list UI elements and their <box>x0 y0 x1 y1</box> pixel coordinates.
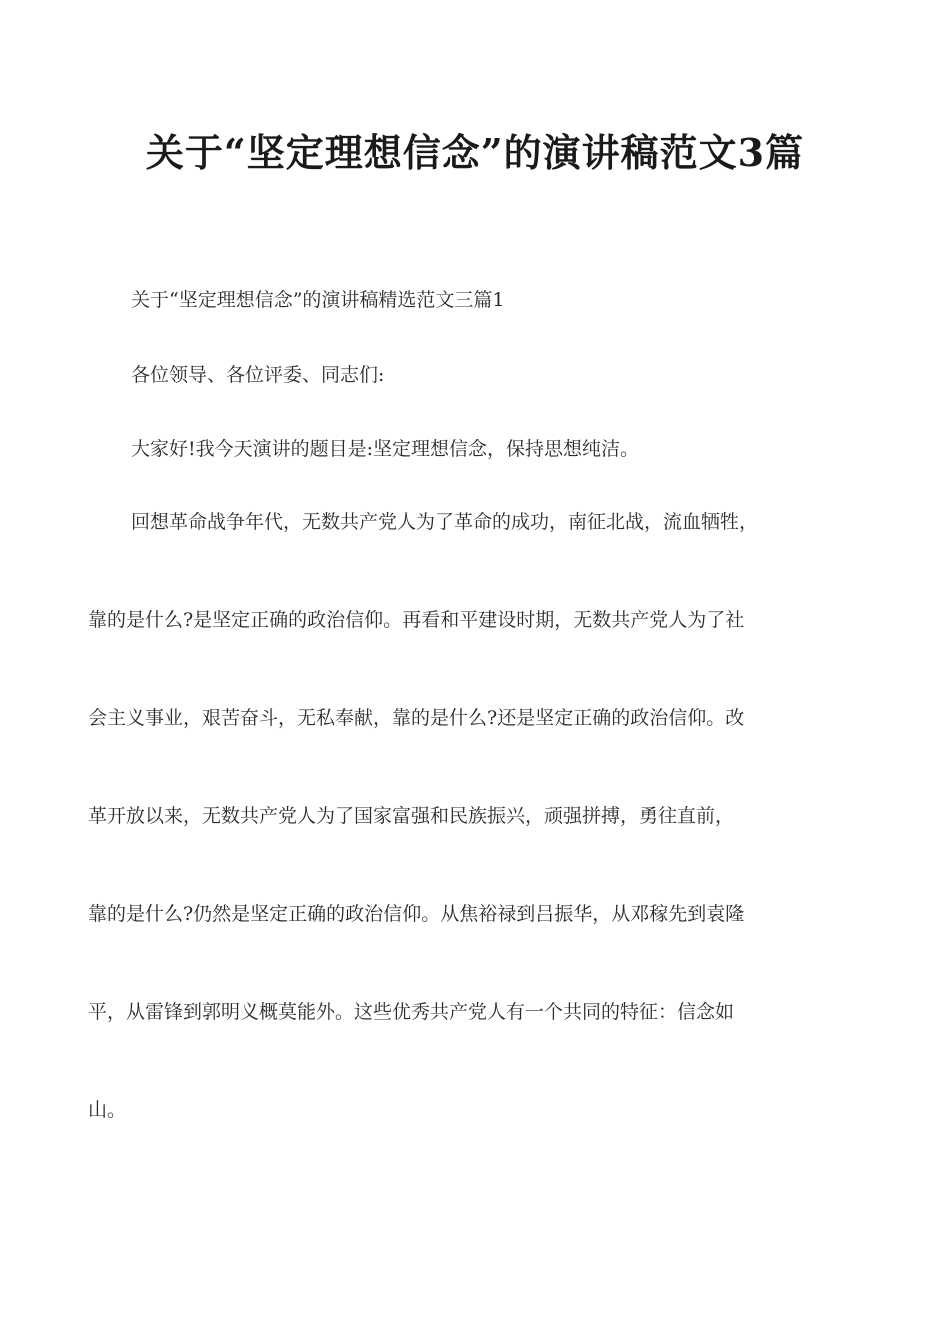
document-title: 关于“坚定理想信念”的演讲稿范文3篇 <box>145 130 805 175</box>
body-line: 山。 <box>88 1099 127 1121</box>
greeting-line: 大家好!我今天演讲的题目是:坚定理想信念，保持思想纯洁。 <box>131 438 640 460</box>
body-line: 回想革命战争年代，无数共产党人为了革命的成功，南征北战，流血牺牲， <box>131 511 759 533</box>
body-line: 革开放以来，无数共产党人为了国家富强和民族振兴，顽强拼搏，勇往直前， <box>88 805 735 827</box>
body-paragraph <box>88 510 868 1196</box>
section-heading: 关于“坚定理想信念”的演讲稿精选范文三篇1 <box>131 289 505 311</box>
body-line: 平，从雷锋到郭明义概莫能外。这些优秀共产党人有一个共同的特征：信念如 <box>88 1001 735 1023</box>
body-line: 靠的是什么?是坚定正确的政治信仰。再看和平建设时期，无数共产党人为了社 <box>88 609 745 631</box>
body-line: 会主义事业，艰苦奋斗，无私奉献，靠的是什么?还是坚定正确的政治信仰。改 <box>88 707 745 729</box>
body-line: 靠的是什么?仍然是坚定正确的政治信仰。从焦裕禄到吕振华，从邓稼先到袁隆 <box>88 903 745 925</box>
salutation-line: 各位领导、各位评委、同志们: <box>131 364 385 386</box>
